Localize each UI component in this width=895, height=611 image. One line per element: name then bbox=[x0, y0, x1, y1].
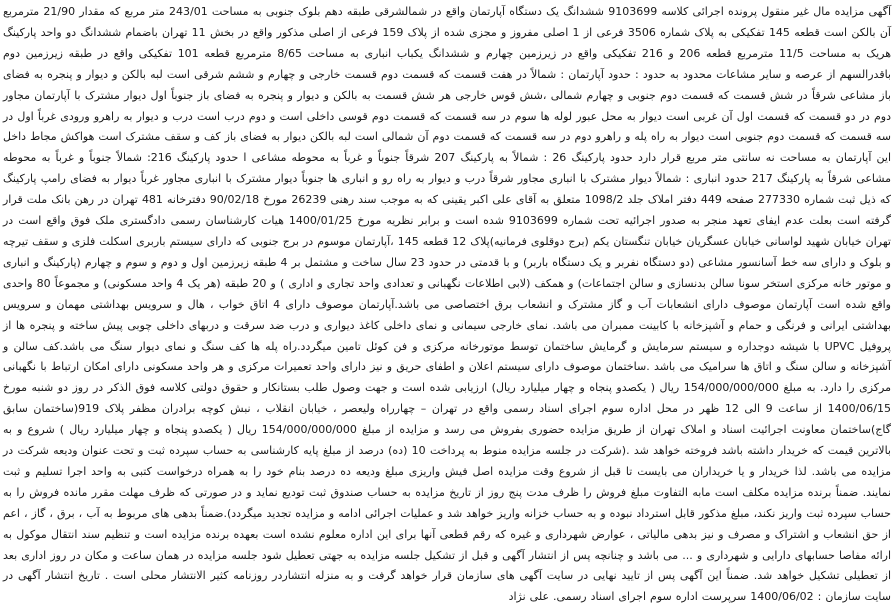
auction-notice-body: آگهی مزایده مال غیر منقول پرونده اجرائی کلاسه 9103699 ششدانگ یک دستگاه آپارتمان واقع در شمالشرقی طبقه دهم بلوک جنوبی به مساحت 243/01 متر مربع که مقدار 21/90 مترمربع آن بالکن است قطعه 145 تفکیکی به پلاک شماره 3506 فرعی از 1 اصلی مفروز و مجزی شده از پلاک 159 فرعی از اصلی مذکور واقع در بخش 11 تهران باضمام ششدانگ دو واحد پارکینگ هریک به مساحت 11/5 مترمربع قطعه 206 و 216 تفکیکی واقع در زیرزمین چهارم و ششدانگ یکباب انباری به مساحت 8/65 مترمربع قطعه 101 تفکیکی واقع در طبقه زیرزمین دوم باقدرالسهم از عرصه و سایر مشاعات محدود به حدود : حدود آپارتمان : شمالاً در هفت قسمت که قسمت دوم قسمت خارجی و چهارم و ششم شرقی است لبه بالکن و دیوار و پنجره به فضای باز مشاعی شرقاً در شش قسمت که قسمت دوم جنوبی و چهارم شمالی ،شش قوس خارجی هر شش قسمت به بالکن و دیوار و پنجره به فضای باز جنوباً اول دیوار مشترک با آپارتمان مجاور دوم در دو قسمت که قسمت اول آن غربی است دیوار به محل عبور لوله ها سوم در سه قسمت که قسمت دوم قوسی داخلی است و دوم درب است درب و دیوار به راهرو ورودی غرباً اول در سه قسمت که قسمت دوم جنوبی است دیوار به راه پله و راهرو دوم در سه قسمت که قسمت دوم آن شمالی است لبه بالکن دیوار به فضای باز کف و سقف مشترک است هواکش مجاط داخل این آپارتمان به مساحت نه سانتی متر مربع قرار دارد حدود پارکینگ 26 : شمالاً به پارکینگ 207 شرقاً جنوباً و غرباً به محوطه مشاعی ا حدود پارکینگ 216: شمالاً جنوباً و غرباً به محوطه مشاعی شرقاً به پارکینگ 217 حدود انباری : شمالاً دیوار مشترک با انباری مجاور شرقاً درب و دیوار به راه رو و انباری ها جنوباً دیوار مشترک با انباری مجاور غرباً دیوار به فضای رامپ پارکینگ که ذیل ثبت شماره 277330 صفحه 449 دفتر املاک جلد 1098/2 متعلق به آقای علی اکبر یقینی که به موجب سند رهنی 26239 مورخ 90/02/18 دفترخانه 481 تهران در رهن بانک ملت قرار گرفته است بعلت عدم ایفای تعهد منجر به صدور اجرائیه تحت شماره 9103699 شده است و برابر نظریه مورخ 1400/01/25 هیات کارشناسان رسمی دادگستری ملک فوق واقع است در تهران خیابان شهید لواسانی خیابان عسگریان خیابان تنگستان یکم (برج دوقلوی فرمانیه)پلاک 12 قطعه 145 ،آپارتمان موسوم در برج جنوبی که دارای سیستم باربری اسکلت فلزی و سقف تیرچه و بلوک و دارای سه خط آسانسور مشاعی (دو دستگاه نفربر و یک دستگاه باربر) و با قدمتی در حدود 23 سال ساخت و مشتمل بر 4 طبقه زیرزمین اول و دوم و سوم و چهارم (پارکینگ و انباری و موتور خانه مرکزی استخر سونا سالن بدنسازی و سالن اجتماعات) و همکف (لابی اطلاعات نگهبانی و تعدادی واحد تجاری و اداری ) و 20 طبقه (هر یک 4 واحد مسکونی) و مجموعاً 80 واحدی واقع شده است آپارتمان موصوف دارای انشعابات آب و گاز مشترک و انشعاب برق اختصاصی می باشد.آپارتمان موصوف دارای 4 اتاق خواب ، هال و سرویس بهداشتی مهمان و سرویس بهداشتی ایرانی و فرنگی و حمام و آشپزخانه با کابینت ممبران می باشد. نمای خارجی سیمانی و نمای داخلی کاغذ دیواری و درب ضد سرقت و دربهای داخلی چوبی پیش ساخته و پنجره ها از پروفیل UPVC با شیشه دوجداره و سیستم سرمایش و گرمایش ساختمان توسط موتورخانه مرکزی و فن کوئل تامین میگردد.راه پله ها کف سنگ و نمای دیوار سنگ می باشد.کف سالن و آشپزخانه و سالن سنگ و اتاق ها سرامیک می باشد .ساختمان موصوف دارای سیستم اعلان و اطفای حریق و نیز دارای واحد تعمیرات مرکزی و هر واحد مسکونی دارای امکان ارتباط با نگهبانی مرکزی را دارد. به مبلغ 154/000/000/000 ریال ( یکصدو پنجاه و چهار میلیارد ریال) ارزیابی شده است و جهت وصول طلب بستانکار و حقوق دولتی کلاسه فوق الذکر در روز دو شنبه مورخ 1400/06/15 از ساعت 9 الی 12 ظهر در محل اداره سوم اجرای اسناد رسمی واقع در تهران – چهارراه ولیعصر ، خیابان انقلاب ، نبش کوچه برادران مظفر پلاک 919(ساختمان سابق گاج)ساختمان معاونت اجرائیت اسناد و املاک تهران از طریق مزایده حضوری بفروش می رسد و مزایده از مبلغ 154/000/000/000 ریال ( یکصدو پنجاه و چهار میلیارد ریال ) شروع و به بالاترین قیمت که خریدار داشته باشد فروخته خواهد شد .(شرکت در جلسه مزایده منوط به پرداخت 10 (ده) درصد از مبلغ پایه کارشناسی به حساب سپرده ثبت و تحت عنوان ودیعه شرکت در مزایده می باشد. لذا خریدار و یا خریداران می بایست تا قبل از شروع وقت مزایده اصل فیش واریزی مبلغ ودیعه ده درصد بنام خود را به همراه درخواست کتبی به واحد اجرا تسلیم و ثبت نمایند. ضمناً برنده مزایده مکلف است مابه التفاوت مبلغ فروش را ظرف مدت پنج روز از تاریخ مزایده به حساب صندوق ثبت تودیع نماید و در صورتی که ظرف مهلت مقرر مانده فروش را به حساب سپرده ثبت واریز نکند، مبلغ مذکور قابل استرداد نبوده و به حساب خزانه واریز خواهد شد و عملیات اجرائی ادامه و مزایده تجدید میگردد).ضمناً بدهی های مربوط به آب ، برق ، گاز ، اعم از حق انشعاب و اشتراک و مصرف و نیز بدهی مالیاتی ، عوارض شهرداری و غیره که رقم قطعی آنها برای این اداره معلوم نشده است بعهده برنده مزایده است و تنظیم سند انتقال موکول به ارائه مفاصا حسابهای دارایی و شهرداری و ... می باشد و چنانچه پس از انتشار آگهی و قبل از تشکیل جلسه مزایده به جهتی تعطیل شود جلسه مزایده در همان ساعت و مکان در روز اداری بعد از تعطیلی تشکیل خواهد شد. ضمناً این آگهی پس از تایید نهایی در سایت آگهی های سازمان قرار خواهد گرفت و به منزله انتشاردر روزنامه کثیر الانتشار محلی است . تاریخ انتشار آگهی در سایت سازمان : 1400/06/02 سرپرست اداره سوم اجرای اسناد رسمی. علی نژاد bbox=[3, 5, 892, 604]
auction-notice bbox=[3, 2, 891, 608]
